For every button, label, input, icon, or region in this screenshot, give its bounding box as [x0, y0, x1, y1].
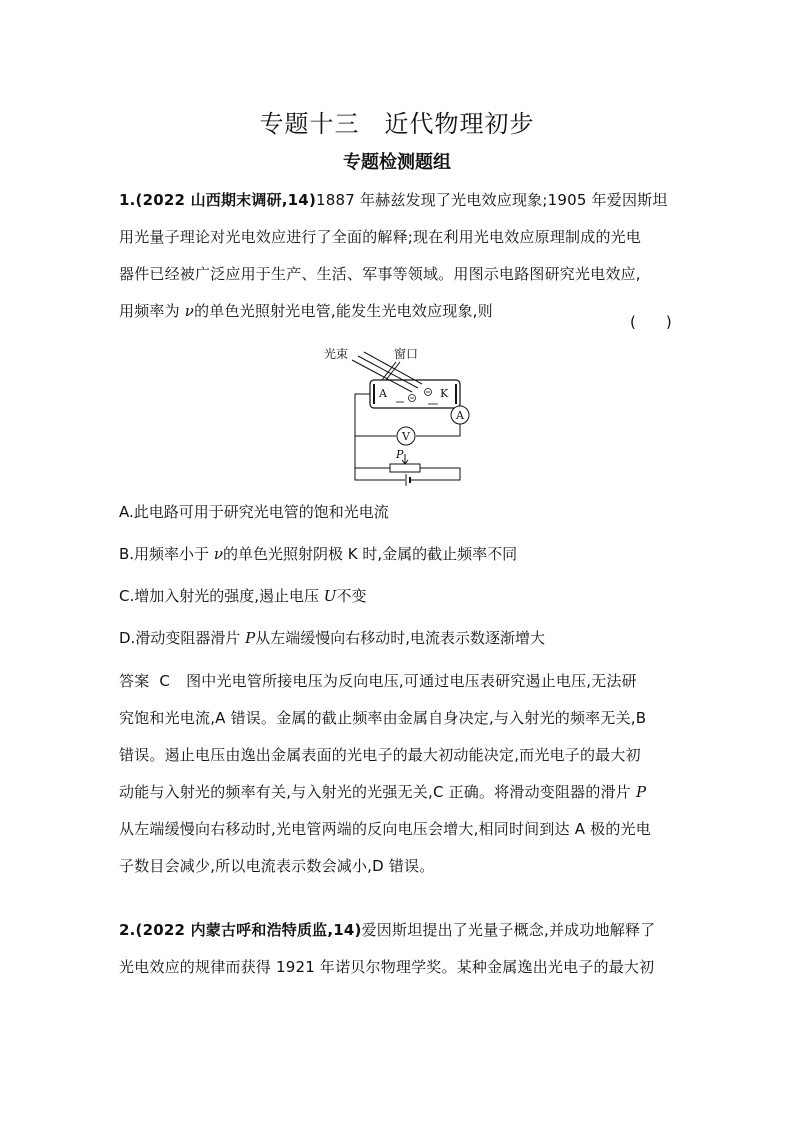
label-cathode: K — [440, 387, 449, 400]
question-1-source: (2022 山西期末调研,14) — [135, 191, 317, 209]
answer-line-1 — [119, 663, 679, 700]
question-2-stem — [119, 912, 679, 986]
nu-symbol: ν — [213, 545, 223, 563]
question-1-text: 1887 年赫兹发现了光电效应现象;1905 年爱因斯坦 — [316, 191, 668, 209]
option-c — [119, 585, 366, 606]
option-a: A.此电路可用于研究光电管的饱和光电流 — [119, 503, 389, 521]
question-1-number: 1. — [119, 191, 136, 209]
question-1-line-1 — [119, 182, 679, 219]
option-b-text: B.用频率小于 — [119, 545, 214, 563]
page-title: 专题十三 近代物理初步 — [259, 110, 535, 138]
u-symbol: U — [323, 587, 337, 605]
question-2-line-1 — [119, 912, 679, 949]
window-mark — [382, 362, 396, 380]
p-symbol: P — [635, 783, 647, 801]
answer-text: 动能与入射光的频率有关,与入射光的光强无关,C 正确。将滑动变阻器的滑片 — [119, 783, 636, 801]
question-2-line-2: 光电效应的规律而获得 1921 年诺贝尔物理学奖。某种金属逸出光电子的最大初 — [119, 958, 655, 976]
answer-line-3: 错误。遏止电压由逸出金属表面的光电子的最大初动能决定,而光电子的最大初 — [119, 746, 641, 764]
question-1-line-2: 用光量子理论对光电效应进行了全面的解释;现在利用光电效应原理制成的光电 — [119, 228, 642, 246]
question-1-line-3: 器件已经被广泛应用于生产、生活、军事等领域。用图示电路图研究光电效应, — [119, 265, 641, 283]
label-slider: P — [396, 448, 404, 461]
answer-choice: C — [159, 672, 171, 690]
option-d-text: 从左端缓慢向右移动时,电流表示数逐渐增大 — [255, 629, 545, 647]
rheostat — [390, 464, 420, 472]
option-c-text: C.增加入射光的强度,遏止电压 — [119, 587, 324, 605]
option-b — [119, 543, 517, 564]
answer-line-5: 从左端缓慢向右移动时,光电管两端的反向电压会增大,相同时间到达 A 极的光电 — [119, 820, 651, 838]
answer-line-2: 究饱和光电流,A 错误。金属的截止频率由金属自身决定,与入射光的频率无关,B — [119, 709, 647, 727]
p-symbol: P — [245, 629, 256, 647]
nu-symbol: ν — [184, 302, 195, 320]
option-b-text: 的单色光照射阴极 K 时,金属的截止频率不同 — [222, 545, 518, 563]
question-1-line-4 — [119, 293, 679, 330]
question-2-source: (2022 内蒙古呼和浩特质监,14) — [135, 921, 362, 939]
electron-symbols — [396, 389, 438, 405]
label-anode: A — [379, 387, 387, 400]
answer-bracket: ( ) — [630, 313, 672, 331]
circuit-diagram — [300, 342, 500, 494]
answer-block — [119, 663, 679, 885]
option-c-text: 不变 — [336, 587, 367, 605]
option-d — [119, 627, 545, 648]
label-beam: 光束 — [324, 347, 349, 361]
option-d-text: D.滑动变阻器滑片 — [119, 629, 246, 647]
answer-line-6: 子数目会减少,所以电流表示数会减小,D 错误。 — [119, 857, 435, 875]
ammeter-label: A — [456, 409, 464, 422]
question-2-number: 2. — [119, 921, 136, 939]
page-subtitle: 专题检测题组 — [343, 152, 451, 173]
question-1-stem — [119, 182, 679, 330]
label-window: 窗口 — [394, 347, 419, 361]
answer-label: 答案 — [119, 672, 150, 690]
answer-text: 图中光电管所接电压为反向电压,可通过电压表研究遏止电压,无法研 — [186, 672, 637, 690]
question-2-text: 爱因斯坦提出了光量子概念,并成功地解释了 — [361, 921, 656, 939]
question-1-text: 的单色光照射光电管,能发生光电效应现象,则 — [194, 302, 493, 320]
voltmeter-label: V — [402, 430, 410, 443]
question-1-text: 用频率为 — [119, 302, 185, 320]
answer-line-4 — [119, 774, 679, 811]
